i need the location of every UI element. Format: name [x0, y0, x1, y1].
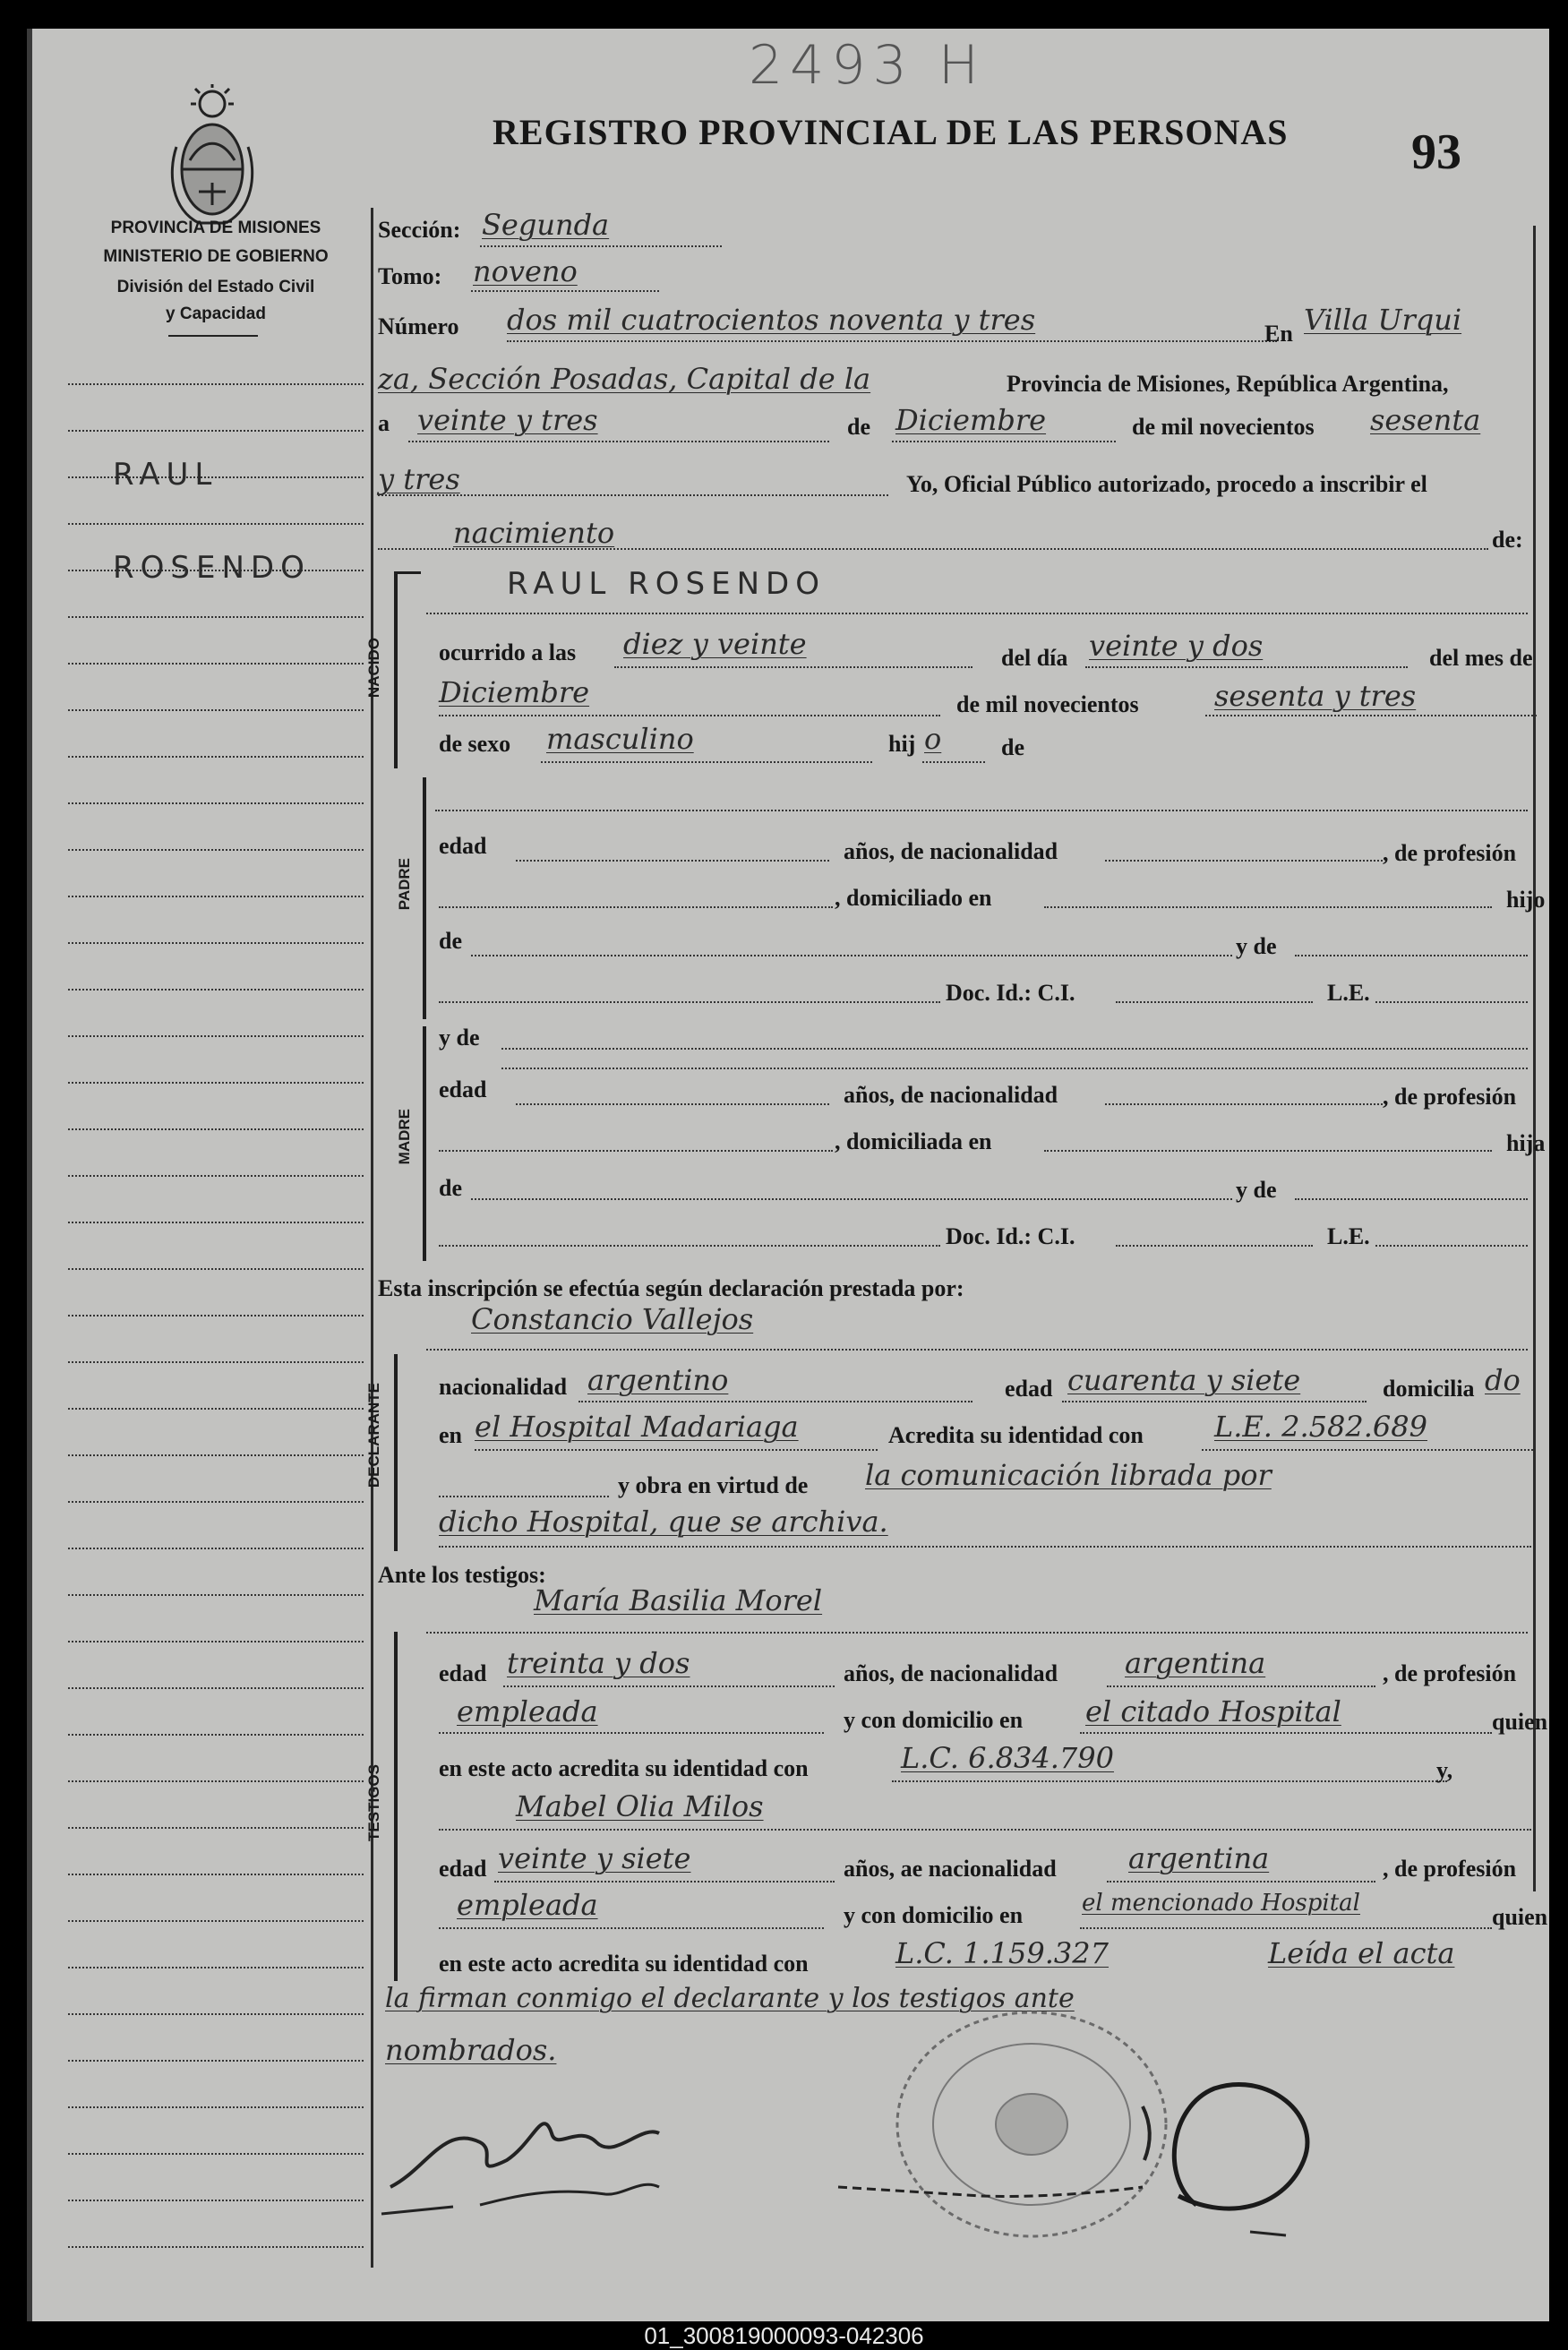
t1-quien-label: quien — [1492, 1709, 1548, 1735]
hijo-value: o — [924, 722, 942, 756]
acredita-label: Acredita su identidad con — [888, 1422, 1144, 1448]
hora-value: diez y veinte — [623, 627, 807, 661]
mil-novecientos-label: de mil novecientos — [1132, 414, 1315, 440]
margin-dotted-line — [68, 1827, 364, 1829]
t1-edad-value: treinta y dos — [507, 1646, 690, 1680]
t1-edad-label: edad — [439, 1660, 487, 1686]
tomo-label: Tomo: — [378, 263, 442, 289]
provincia-text: Provincia de Misiones, República Argentina, — [1007, 371, 1449, 397]
margin-dotted-line — [68, 1548, 364, 1549]
virtud-value: la comunicación librada por — [865, 1458, 1272, 1492]
declarante-label: DECLARANTE — [365, 1383, 382, 1488]
dia-line — [408, 441, 829, 442]
padre-bracket — [423, 777, 426, 1019]
t1-domicilio-line — [1080, 1732, 1492, 1734]
margin-dotted-line — [68, 849, 364, 851]
padre-doc-label: Doc. Id.: C.I. — [946, 980, 1075, 1006]
madre-le-label: L.E. — [1327, 1223, 1370, 1249]
margin-dotted-line — [68, 2060, 364, 2062]
margin-dotted-line — [68, 523, 364, 525]
madre-label: MADRE — [396, 1109, 413, 1165]
margin-dotted-line — [68, 2153, 364, 2155]
nacionalidad-line — [578, 1401, 973, 1402]
sexo-value: masculino — [546, 722, 694, 756]
tomo-value: noveno — [473, 254, 578, 288]
anio-value-1: sesenta — [1370, 403, 1481, 437]
margin-dotted-line — [68, 802, 364, 804]
madre-de-line — [471, 1198, 1232, 1200]
margin-dotted-line — [68, 1454, 364, 1456]
declarante-edad-label: edad — [1005, 1376, 1053, 1402]
del-mes-label: del mes de — [1429, 645, 1533, 671]
margin-dotted-line — [68, 2106, 364, 2108]
t1-y-label: y, — [1436, 1757, 1453, 1783]
nacido-de-label: de — [1001, 734, 1024, 760]
de-colon-label: de: — [1492, 527, 1523, 553]
madre-y-de-top: y de — [439, 1025, 480, 1051]
mes-line — [892, 441, 1116, 442]
margin-dotted-line — [68, 1734, 364, 1736]
padre-de-line — [471, 955, 1232, 956]
declaracion-intro: Esta inscripción se efectúa según declaración prestada por: — [378, 1275, 964, 1301]
oficial-text: Yo, Oficial Público autorizado, procedo a inscribir el — [906, 471, 1427, 497]
t2-edad-label: edad — [439, 1856, 487, 1882]
closing-2: la firman conmigo el declarante y los testigos ante — [385, 1983, 1075, 2014]
madre-dom-line — [1044, 1150, 1492, 1152]
padre-de-label: de — [439, 928, 462, 954]
seccion-value: Segunda — [482, 208, 610, 242]
left-header-underline — [168, 335, 258, 337]
virtud-label: y obra en virtud de — [618, 1472, 809, 1498]
anio-nac-line — [1205, 715, 1537, 716]
place-value-2: za, Sección Posadas, Capital de la — [378, 362, 871, 396]
ministry-label: MINISTERIO DE GOBIERNO — [103, 247, 329, 266]
virtud-pre-line — [439, 1496, 609, 1497]
t2-nac-value: argentina — [1128, 1841, 1270, 1875]
margin-dotted-line — [68, 1408, 364, 1410]
nacido-bracket-top — [394, 571, 421, 574]
madre-doc-pre-line — [439, 1245, 940, 1247]
margin-dotted-line — [68, 709, 364, 711]
madre-y-de-label: y de — [1236, 1177, 1277, 1203]
margin-dotted-line — [68, 756, 364, 758]
nacionalidad-label: nacionalidad — [439, 1374, 568, 1400]
t2-edad-line — [494, 1881, 835, 1883]
margin-dotted-line — [68, 1874, 364, 1875]
padre-ci-line — [1116, 1001, 1313, 1003]
register-page — [27, 29, 1549, 2321]
del-dia-label: del día — [1001, 645, 1068, 671]
padre-doc-pre-line — [439, 1001, 940, 1003]
padre-prof-line — [439, 906, 833, 908]
margin-dotted-line — [68, 1268, 364, 1270]
province-label: PROVINCIA DE MISIONES — [110, 219, 321, 237]
t1-nac-value: argentina — [1125, 1646, 1266, 1680]
margin-dotted-line — [68, 1641, 364, 1642]
ocurrido-label: ocurrido a las — [439, 639, 577, 665]
t1-domicilio-label: y con domicilio en — [844, 1707, 1024, 1733]
anio-nac-value: sesenta y tres — [1214, 679, 1417, 713]
anio-value-2: y tres — [378, 462, 460, 496]
padre-edad-line — [516, 860, 829, 862]
margin-dotted-line — [68, 1082, 364, 1084]
t2-domicilio-line — [1080, 1927, 1492, 1929]
margin-dotted-line — [68, 1128, 364, 1130]
testigo1-nombre-line — [426, 1632, 1528, 1634]
madre-nac-line — [1105, 1103, 1383, 1105]
handwritten-stamp-number: 2493 H — [749, 34, 986, 97]
t1-profesion-line — [439, 1732, 824, 1734]
seccion-line — [480, 245, 722, 247]
seccion-label: Sección: — [378, 217, 461, 243]
t2-acredita-label: en este acto acredita su identidad con — [439, 1951, 809, 1977]
declarante-edad-value: cuarenta y siete — [1067, 1363, 1301, 1397]
signature-right-icon — [820, 2053, 1340, 2250]
numero-label: Número — [378, 313, 459, 339]
margin-dotted-line — [68, 942, 364, 944]
division-label: División del Estado Civil — [116, 278, 315, 296]
t1-nac-line — [1107, 1685, 1375, 1687]
padre-le-label: L.E. — [1327, 980, 1370, 1006]
margin-dotted-line — [68, 1222, 364, 1223]
padre-line-0 — [435, 810, 1528, 811]
domicilia-label: domicilia — [1383, 1376, 1475, 1402]
testigos-label: TESTIGOS — [365, 1764, 382, 1841]
madre-hija-label: hija — [1506, 1130, 1546, 1156]
dia-nac-value: veinte y dos — [1089, 629, 1264, 663]
dia-value: veinte y tres — [417, 403, 598, 437]
testigo2-nombre-line — [439, 1829, 1531, 1831]
place-value-1: Villa Urqui — [1304, 303, 1462, 337]
hijo-line — [922, 761, 985, 763]
margin-dotted-line — [68, 383, 364, 385]
numero-value: dos mil cuatrocientos noventa y tres — [507, 303, 1036, 337]
dia-nac-line — [1085, 666, 1408, 668]
margin-dotted-line — [68, 989, 364, 991]
column-divider — [371, 208, 373, 2268]
madre-edad-line — [516, 1103, 829, 1105]
t1-profesion-value: empleada — [457, 1694, 598, 1728]
margin-dotted-line — [68, 2200, 364, 2201]
closing-3: nombrados. — [385, 2033, 557, 2067]
declarante-edad-line — [1062, 1401, 1367, 1402]
t2-edad-value: veinte y siete — [498, 1841, 691, 1875]
margin-dotted-line — [68, 1920, 364, 1922]
en-label: En — [1264, 321, 1293, 347]
declarante-documento: L.E. 2.582.689 — [1214, 1410, 1427, 1444]
t2-profesion-label: , de profesión — [1383, 1856, 1517, 1882]
t2-profesion-value: empleada — [457, 1888, 598, 1922]
padre-hijo-label: hijo — [1506, 887, 1546, 913]
capacity-label: y Capacidad — [166, 304, 266, 323]
margin-dotted-line — [68, 896, 364, 897]
padre-label: PADRE — [396, 858, 413, 911]
madre-profesion-label: , de profesión — [1383, 1084, 1517, 1110]
t1-documento-line — [892, 1780, 1447, 1782]
madre-de-label: de — [439, 1175, 462, 1201]
padre-le-line — [1375, 1001, 1528, 1003]
margin-dotted-line — [68, 1361, 364, 1363]
margin-dotted-line — [68, 616, 364, 618]
t2-domicilio-value: el mencionado Hospital — [1082, 1890, 1360, 1917]
page-number: 93 — [1411, 124, 1461, 180]
declarante-bracket — [394, 1354, 398, 1551]
testigos-bracket — [394, 1632, 398, 1981]
margin-dotted-line — [68, 1175, 364, 1177]
padre-nac-line — [1105, 860, 1383, 862]
madre-line-1 — [501, 1068, 1528, 1069]
declarante-en-line — [475, 1449, 878, 1451]
acto-line — [378, 548, 1488, 550]
nacido-nombre: RAUL ROSENDO — [507, 566, 826, 602]
madre-edad-label: edad — [439, 1076, 487, 1102]
margin-dotted-line — [68, 1315, 364, 1317]
margin-dotted-line — [68, 1780, 364, 1782]
padre-profesion-label: , de profesión — [1383, 840, 1517, 866]
madre-le-line — [1375, 1245, 1528, 1247]
padre-anios-label: años, de nacionalidad — [844, 838, 1058, 864]
mil-nac-label: de mil novecientos — [956, 691, 1139, 717]
t2-quien-label: quien — [1492, 1904, 1548, 1930]
de-label: de — [847, 414, 870, 440]
madre-domiciliada-label: , domiciliada en — [835, 1128, 992, 1154]
t2-domicilio-label: y con domicilio en — [844, 1902, 1024, 1928]
a-label: a — [378, 410, 390, 436]
testigos-intro: Ante los testigos: — [378, 1562, 546, 1588]
t1-anios-label: años, de nacionalidad — [844, 1660, 1058, 1686]
testigo2-nombre: Mabel Olia Milos — [516, 1789, 764, 1823]
t2-profesion-line — [439, 1927, 824, 1929]
coat-of-arms-icon — [163, 84, 261, 236]
padre-y-de-label: y de — [1236, 933, 1277, 959]
madre-ci-line — [1116, 1245, 1313, 1247]
declarante-nombre-line — [426, 1349, 1528, 1351]
hora-line — [614, 666, 973, 668]
margin-name-1: RAUL — [113, 457, 218, 493]
declarante-en-value: el Hospital Madariaga — [475, 1410, 799, 1444]
numero-line — [507, 340, 1277, 342]
margin-dotted-line — [68, 1967, 364, 1968]
margin-dotted-line — [68, 2246, 364, 2248]
hijo-label: hij — [888, 731, 916, 757]
padre-edad-label: edad — [439, 833, 487, 859]
tomo-line — [471, 290, 659, 292]
signature-left-icon — [373, 2088, 695, 2223]
margin-dotted-line — [68, 2013, 364, 2015]
mes-value: Diciembre — [895, 403, 1047, 437]
nacido-bracket — [394, 571, 398, 768]
margin-dotted-line — [68, 1501, 364, 1503]
madre-anios-label: años, de nacionalidad — [844, 1082, 1058, 1108]
nacido-label: NACIDO — [365, 638, 382, 699]
sexo-line — [541, 761, 872, 763]
nacionalidad-value: argentino — [587, 1363, 729, 1397]
mes-nac-line — [439, 715, 940, 716]
padre-domiciliado-label: , domiciliado en — [835, 885, 992, 911]
margin-name-2: ROSENDO — [113, 550, 311, 586]
margin-dotted-line — [68, 1594, 364, 1596]
madre-y-de-line — [1295, 1198, 1528, 1200]
closing-1: Leída el acta — [1268, 1936, 1455, 1970]
acto-value: nacimiento — [453, 516, 615, 550]
t1-documento: L.C. 6.834.790 — [901, 1741, 1114, 1775]
declarante-nombre: Constancio Vallejos — [471, 1302, 754, 1336]
t2-nac-line — [1107, 1881, 1375, 1883]
testigo1-nombre: María Basilia Morel — [534, 1583, 823, 1617]
anio-line-2 — [378, 494, 888, 496]
virtud-line-2: dicho Hospital, que se archiva. — [439, 1505, 888, 1539]
t2-documento: L.C. 1.159.327 — [895, 1936, 1109, 1970]
margin-dotted-line — [68, 663, 364, 665]
sexo-label: de sexo — [439, 731, 511, 757]
padre-y-de-line — [1295, 955, 1528, 956]
margin-dotted-line — [68, 1687, 364, 1689]
t1-domicilio-value: el citado Hospital — [1085, 1694, 1341, 1728]
page-title: REGISTRO PROVINCIAL DE LAS PERSONAS — [493, 112, 1289, 152]
domicilia-suffix: do — [1485, 1363, 1521, 1397]
footer-code: 01_300819000093-042306 — [644, 2322, 924, 2349]
t1-profesion-label: , de profesión — [1383, 1660, 1517, 1686]
declarante-en-label: en — [439, 1422, 462, 1448]
right-border — [1533, 226, 1536, 1891]
madre-y-de-top-line — [501, 1048, 1528, 1050]
padre-dom-line — [1044, 906, 1492, 908]
t1-edad-line — [503, 1685, 835, 1687]
madre-bracket — [423, 1026, 426, 1261]
margin-dotted-line — [68, 1035, 364, 1037]
madre-prof-line — [439, 1150, 833, 1152]
t1-acredita-label: en este acto acredita su identidad con — [439, 1755, 809, 1781]
margin-dotted-line — [68, 430, 364, 432]
virtud-line-2-dots — [439, 1546, 1531, 1548]
t2-anios-label: años, ae nacionalidad — [844, 1856, 1057, 1882]
madre-doc-label: Doc. Id.: C.I. — [946, 1223, 1075, 1249]
mes-nac-value: Diciembre — [439, 675, 590, 709]
nacido-nombre-line — [426, 613, 1528, 614]
declarante-documento-line — [1202, 1449, 1533, 1451]
